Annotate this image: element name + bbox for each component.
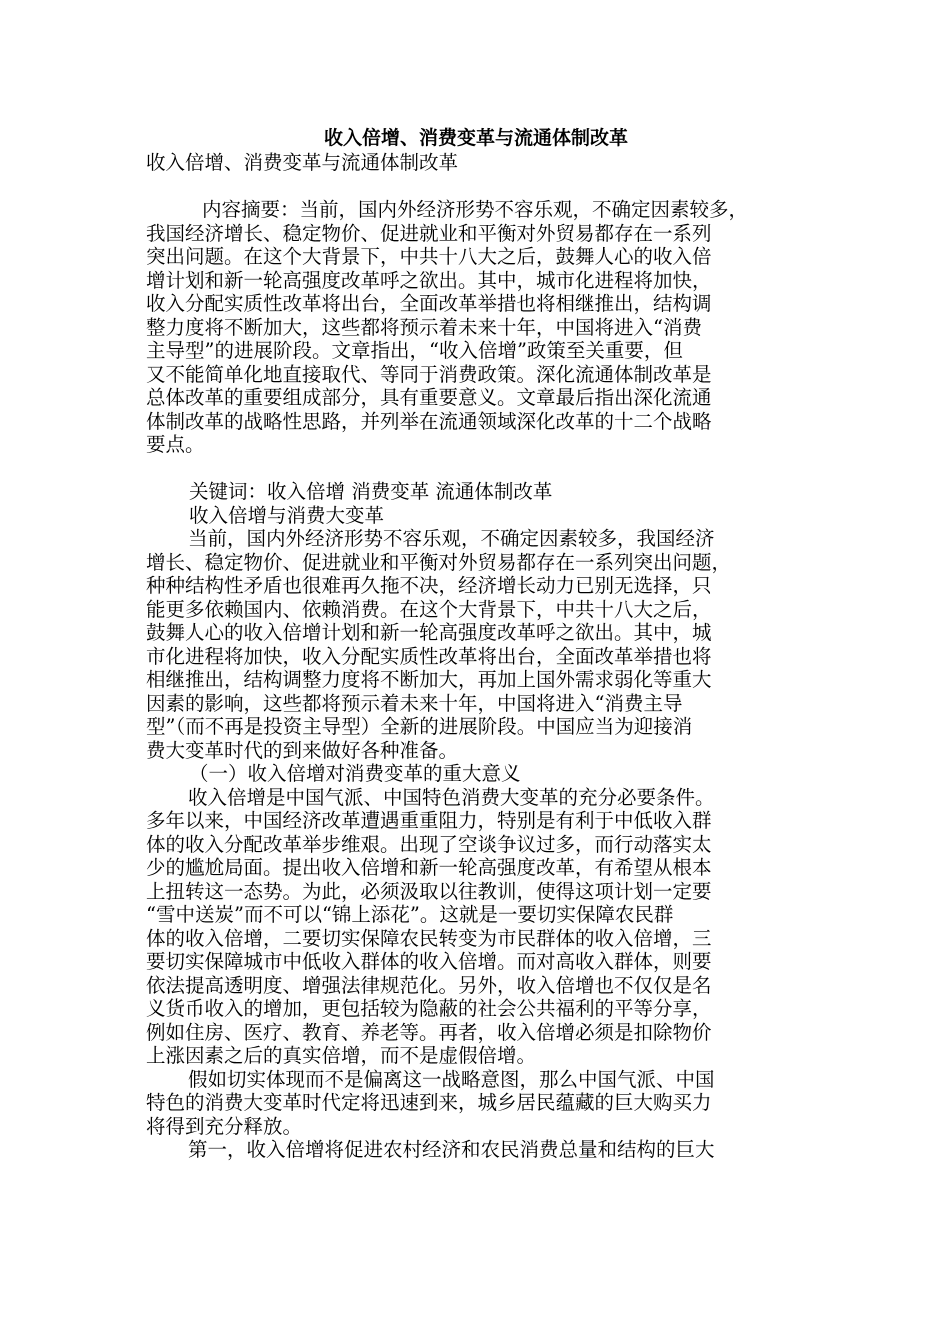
paragraph-line: 将得到充分释放。 <box>146 1114 303 1138</box>
document-subtitle: 收入倍增、消费变革与流通体制改革 <box>146 151 459 174</box>
paragraph-line: 例如住房、医疗、教育、养老等。再者，收入倍增必须是扣除物价 <box>146 1020 712 1044</box>
paragraph-line: 上涨因素之后的真实倍增，而不是虚假倍增。 <box>146 1044 537 1067</box>
paragraph <box>146 786 806 1068</box>
paragraph-line: 多年以来，中国经济改革遭遇重重阻力，特别是有利于中低收入群 <box>146 809 712 832</box>
document-title: 收入倍增、消费变革与流通体制改革 <box>323 127 628 149</box>
abstract-line: 我国经济增长、稳定物价、促进就业和平衡对外贸易都存在一系列 <box>146 221 712 245</box>
paragraph <box>146 1068 806 1139</box>
section-heading: 收入倍增与消费大变革 <box>189 503 385 527</box>
paragraph-line: 少的尴尬局面。提出收入倍增和新一轮高强度改革，有希望从根本 <box>146 856 712 879</box>
abstract-line: 总体改革的重要组成部分，具有重要意义。文章最后指出深化流通 <box>146 386 712 409</box>
paragraph-line: 体的收入分配改革举步维艰。出现了空谈争议过多，而行动落实太 <box>146 832 712 856</box>
abstract-line: 又不能简单化地直接取代、等同于消费政策。深化流通体制改革是 <box>146 362 712 386</box>
paragraph-line: 假如切实体现而不是偏离这一战略意图，那么中国气派、中国 <box>188 1067 715 1091</box>
abstract-line: 增计划和新一轮高强度改革呼之欲出。其中，城市化进程将加快， <box>146 268 712 292</box>
paragraph-line: 增长、稳定物价、促进就业和平衡对外贸易都存在一系列突出问题， <box>146 550 732 574</box>
subsection-heading: （一）收入倍增对消费变革的重大意义 <box>189 762 521 785</box>
paragraph-line: 型”（而不再是投资主导型）全新的进展阶段。中国应当为迎接消 <box>146 715 693 738</box>
paragraph <box>146 1138 806 1162</box>
paragraph-line: 上扭转这一态势。为此，必须汲取以往教训，使得这项计划一定要 <box>146 879 712 903</box>
paragraph-line: 第一，收入倍增将促进农村经济和农民消费总量和结构的巨大 <box>188 1138 715 1161</box>
abstract-line: 内容摘要：当前，国内外经济形势不容乐观，不确定因素较多， <box>202 198 749 221</box>
paragraph-line: 依法提高透明度、增强法律规范化。另外，收入倍增也不仅仅是名 <box>146 973 712 997</box>
paragraph-line: “雪中送炭”而不可以“锦上添花”。这就是一要切实保障农民群 <box>146 903 674 926</box>
paragraph-line: 要切实保障城市中低收入群体的收入倍增。而对高收入群体，则要 <box>146 950 712 973</box>
paragraph-line: 能更多依赖国内、依赖消费。在这个大背景下，中共十八大之后， <box>146 597 712 621</box>
paragraph-line: 鼓舞人心的收入倍增计划和新一轮高强度改革呼之欲出。其中，城 <box>146 621 712 644</box>
abstract-line: 要点。 <box>146 433 205 456</box>
abstract-line: 主导型”的进展阶段。文章指出，“收入倍增”政策至关重要，但 <box>146 339 683 362</box>
paragraph-line: 相继推出，结构调整力度将不断加大，再加上国外需求弱化等重大 <box>146 668 712 691</box>
document-page <box>146 125 806 1162</box>
paragraph <box>146 527 806 762</box>
abstract-line: 整力度将不断加大，这些都将预示着未来十年，中国将进入“消费 <box>146 315 702 339</box>
paragraph-line: 特色的消费大变革时代定将迅速到来，城乡居民蕴藏的巨大购买力 <box>146 1091 712 1114</box>
paragraph-line: 当前，国内外经济形势不容乐观，不确定因素较多，我国经济 <box>188 527 715 550</box>
abstract <box>146 198 806 457</box>
abstract-line: 突出问题。在这个大背景下，中共十八大之后，鼓舞人心的收入倍 <box>146 245 712 268</box>
paragraph-line: 义货币收入的增加，更包括较为隐蔽的社会公共福利的平等分享， <box>146 997 712 1020</box>
paragraph-line: 种种结构性矛盾也很难再久拖不决，经济增长动力已别无选择，只 <box>146 574 712 597</box>
paragraph-line: 因素的影响，这些都将预示着未来十年，中国将进入“消费主导 <box>146 691 683 715</box>
blank-line <box>146 175 806 199</box>
abstract-line: 体制改革的战略性思路，并列举在流通领域深化改革的十二个战略 <box>146 409 712 433</box>
blank-line <box>146 457 806 481</box>
paragraph-line: 收入倍增是中国气派、中国特色消费大变革的充分必要条件。 <box>188 785 715 809</box>
abstract-line: 收入分配实质性改革将出台，全面改革举措也将相继推出，结构调 <box>146 292 712 315</box>
keywords: 关键词：收入倍增 消费变革 流通体制改革 <box>189 480 553 503</box>
paragraph-line: 体的收入倍增，二要切实保障农民转变为市民群体的收入倍增，三 <box>146 926 712 950</box>
paragraph-line: 市化进程将加快，收入分配实质性改革将出台，全面改革举措也将 <box>146 644 712 668</box>
paragraph-line: 费大变革时代的到来做好各种准备。 <box>146 738 459 762</box>
